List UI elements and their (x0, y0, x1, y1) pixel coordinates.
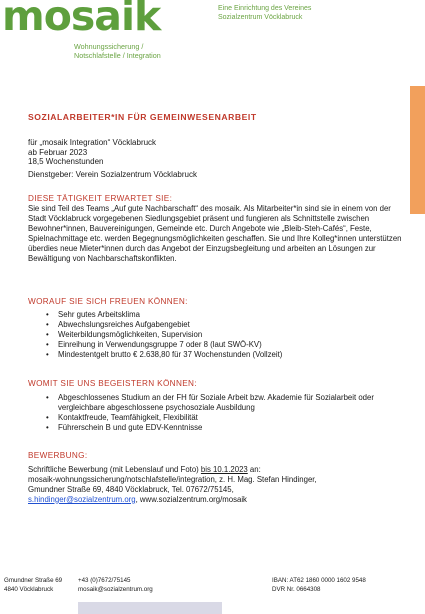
list-item: • Sehr gutes Arbeitsklima (46, 310, 406, 320)
list-item: • Abgeschlossenes Studium an der FH für Soziale Arbeit bzw. Akademie für Sozialarbeit oder vergleichbare abgeschlossene psychosoziale Ausbildung (46, 393, 406, 413)
application-text (28, 465, 404, 505)
application-line-1-text: Schriftliche Bewerbung (mit Lebenslauf und Foto) (28, 465, 201, 474)
application-line-1-end: an: (247, 465, 261, 474)
list-item: • Führerschein B und gute EDV-Kenntnisse (46, 423, 406, 433)
offer-heading: WORAUF SIE SICH FREUEN KÖNNEN: (28, 297, 188, 306)
organization-note (218, 4, 311, 22)
footer-contact (78, 577, 153, 594)
job-meta-line-1: für „mosaik Integration“ Vöcklabruck (28, 138, 157, 147)
tasks-description: Sie sind Teil des Teams „Auf gute Nachbarschaft“ des mosaik. Als Mitarbeiter*in sind sie in einem von der Stadt Vöcklabruck vorgegebenen Siedlungsgebiet präsent und fungieren als Schnittstelle zwischen Bewohner*innen, Bauvereinigungen, Gemeinde etc. Durch Angebote wie „Bleib-Steh-Cafés“, Feste, Spielnachmittage etc. werden Begegnungsmöglichkeiten geschaffen. Sie und Ihre Kolleg*innen unterstützen überdies neue Mieter*innen durch das Angebot der Einzugsbegleitung und arbeiten an Lösungen zur Bewältigung von Nachbarschaftskonflikten. (28, 204, 402, 263)
job-meta-line-3: 18,5 Wochenstunden (28, 157, 104, 167)
footer-address-street: Gmundner Straße 69 (4, 577, 63, 584)
logo-subtitle (74, 42, 161, 60)
footer-address (4, 577, 62, 594)
application-deadline: bis 10.1.2023 (200, 465, 248, 474)
application-email-link[interactable]: s.hindinger@sozialzentrum.org (28, 494, 136, 504)
organization-note-line-1: Eine Einrichtung des Vereines (218, 5, 312, 12)
application-line-1 (28, 465, 404, 475)
salary-text: Mindestentgelt brutto € 2.638,80 für 37 Wochenstunden (Vollzeit) (58, 349, 283, 359)
salary-line (46, 350, 406, 360)
footer-phone: +43 (0)7672/75145 (78, 577, 131, 584)
list-item: • Abwechslungsreiches Aufgabengebiet (46, 320, 406, 330)
offer-list (46, 310, 406, 360)
organization-note-line-2: Sozialzentrum Vöcklabruck (218, 14, 303, 21)
list-item: • Weiterbildungsmöglichkeiten, Supervision (46, 330, 406, 340)
mosaik-logo: mosaik (2, 0, 161, 40)
footer-bank (272, 577, 366, 594)
application-line-2: mosaik-wohnungssicherung/notschlafstelle/integration, z. H. Mag. Stefan Hindinger, (28, 474, 317, 484)
footer-address-city: 4840 Vöcklabruck (4, 585, 54, 593)
footer-decor-bar (78, 602, 222, 614)
job-meta-line-2: ab Februar 2023 (28, 147, 88, 157)
job-meta (28, 138, 156, 167)
tasks-heading: DIESE TÄTIGKEIT ERWARTET SIE: (28, 194, 173, 203)
application-heading: BEWERBUNG: (28, 451, 88, 460)
list-item: • Einreihung in Verwendungsgruppe 7 oder 8 (laut SWÖ-KV) (46, 340, 406, 350)
application-website: , www.sozialzentrum.org/mosaik (135, 494, 247, 504)
logo-subtitle-line-1: Wohnungssicherung / (74, 42, 144, 51)
list-item: • Kontaktfreude, Teamfähigkeit, Flexibilität (46, 413, 406, 423)
footer-dvr: DVR Nr. 0664308 (272, 585, 321, 593)
application-line-3: Gmundner Straße 69, 4840 Vöcklabruck, Tel. 07672/75145, (28, 484, 234, 494)
logo-subtitle-line-2: Notschlafstelle / Integration (74, 51, 161, 60)
job-title: SOZIALARBEITER*IN FÜR GEMEINWESENARBEIT (28, 112, 257, 122)
application-line-4 (28, 495, 404, 505)
footer-email: mosaik@sozialzentrum.org (78, 585, 153, 593)
employer-line: Dienstgeber: Verein Sozialzentrum Vöcklabruck (28, 170, 197, 179)
side-accent-bar (410, 86, 425, 214)
footer-iban: IBAN: AT62 1860 0000 1602 9548 (272, 577, 366, 584)
requirements-heading: WOMIT SIE UNS BEGEISTERN KÖNNEN: (28, 379, 197, 388)
requirements-list (46, 393, 406, 433)
